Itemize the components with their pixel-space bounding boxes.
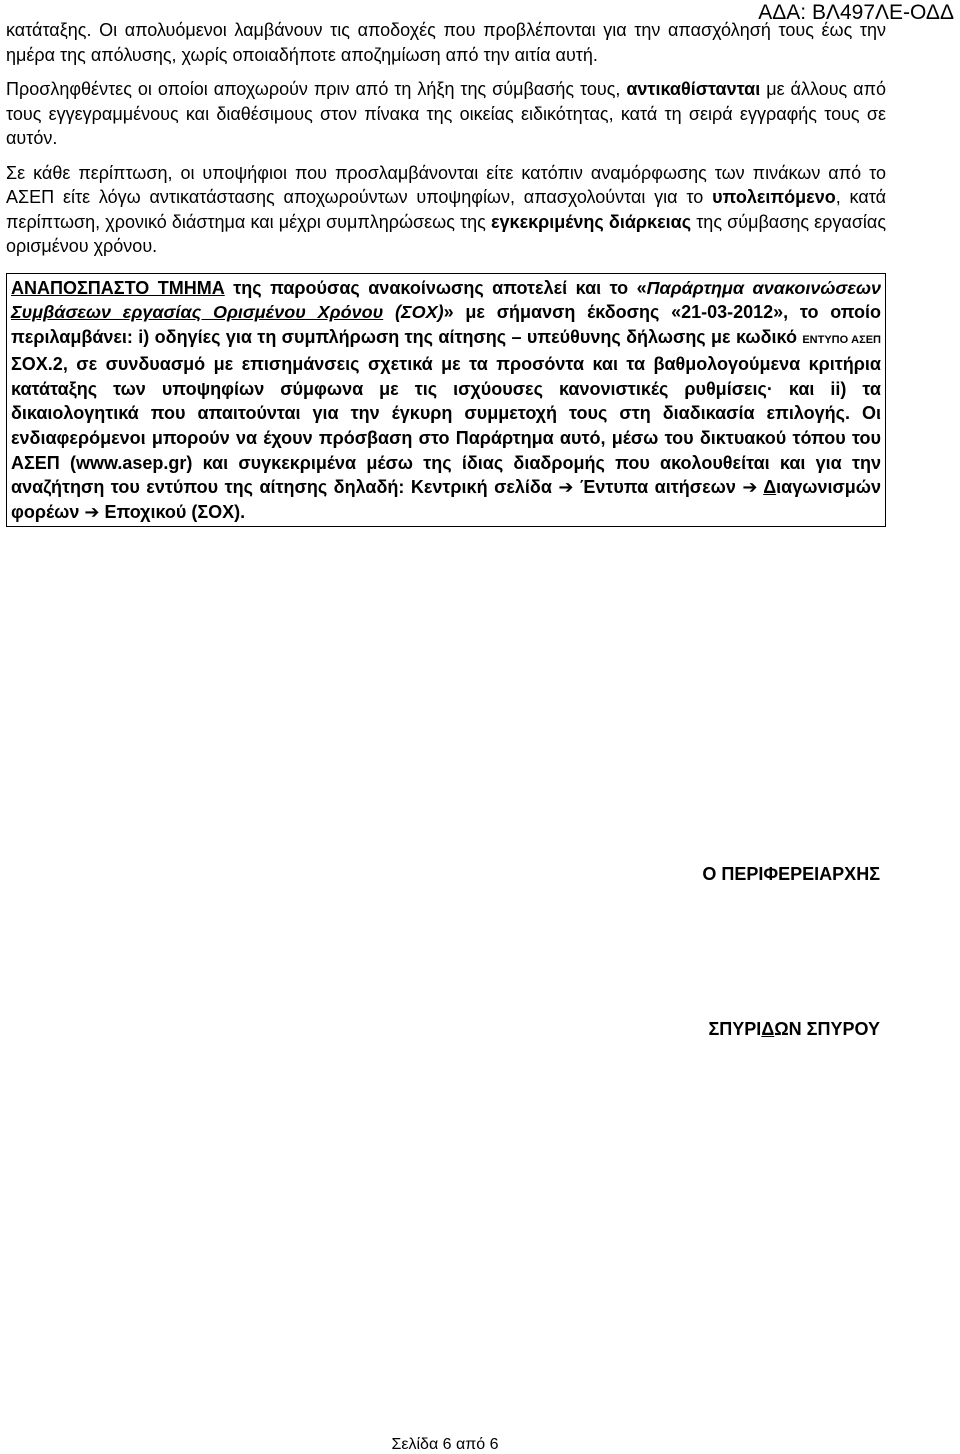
text-run: ΣΟΧ.2, σε συνδυασμό με επισημάνσεις σχετικά με τα προσόντα και τα βαθμολογούμενα κριτήρια κατάταξης των υποψηφίων σύμφωνα με τις ισχύουσες κανονιστικές ρυθμίσεις· και ii) τα δικαιολογητικά που απαιτούνται για την έγκυρη συμμετοχή τους στη διαδικασία επιλογής. Οι ενδιαφερόμενοι μπορούν να έχουν πρόσβαση στο Παράρτημα αυτό, μέσω του δικτυακού τόπου του ΑΣΕΠ (www.asep.gr) και συγκεκριμένα μέσω της ίδιας διαδρομής που ακολουθείται και για την αναζήτηση του εντύπου της αίτησης δηλαδή: Κεντρική σελίδα [11, 354, 881, 498]
text-run: Έντυπα αιτήσεων [573, 477, 743, 498]
arrow-right-icon: ➔ [558, 477, 574, 498]
annex-lead: ΑΝΑΠΟΣΠΑΣΤΟ ΤΜΗΜΑ [11, 277, 225, 298]
underline-run: Δ [763, 477, 777, 498]
signature-title: Ο ΠΕΡΙΦΕΡΕΙΑΡΧΗΣ [702, 864, 880, 884]
form-code: ΕΝΤΥΠΟ ΑΣΕΠ [802, 333, 882, 346]
bold-run: υπολειπόμενο [712, 187, 836, 207]
italic-run: (ΣΟΧ) [383, 302, 444, 323]
arrow-right-icon: ➔ [84, 501, 100, 522]
annex-notice-text [11, 276, 881, 525]
annex-notice-box [6, 273, 886, 528]
name-part: ΣΠΥΡΙ [708, 1019, 762, 1039]
text-run: , κατά περίπτωση, χρονικό διάστημα και μέχρι συμπληρώσεως της [6, 187, 886, 232]
italic-run: Παράρτημα ανακοινώσεων [646, 277, 881, 298]
text-run: με σήμανση έκδοσης «21-03-2012», το οποίο περιλαμβάνει: i) οδηγίες για τη συμπλήρωση της αίτησης – υπεύθυνης δήλωσης με κωδικό [11, 302, 881, 347]
bold-run: εγκεκριμένης διάρκειας [490, 211, 692, 232]
text-run: Εποχικού (ΣΟΧ). [99, 501, 246, 522]
paragraph-dismissal: κατάταξης. Οι απολυόμενοι λαμβάνουν τις αποδοχές που προβλέπονται για την απασχόλησή τους έως την ημέρα της απόλυσης, χωρίς οποιαδήποτε αποζημίωση από την αιτία αυτή. [6, 20, 886, 65]
text-run: της παρούσας ανακοίνωσης αποτελεί και το [224, 277, 637, 298]
document-body [6, 18, 886, 527]
arrow-right-icon: ➔ [742, 477, 758, 498]
page-number: Σελίδα 6 από 6 [391, 1436, 499, 1453]
ada-code: ΑΔΑ: ΒΛ497ΛΕ-ΟΔΔ [758, 1, 954, 24]
paragraph-duration [6, 161, 886, 259]
paragraph-replacement [6, 77, 886, 151]
text-run: με άλλους από τους εγγεγραμμένους και διαθέσιμους στον πίνακα της οικείας ειδικότητας, κατά τη σειρά εγγραφής τους σε αυτόν. [6, 79, 887, 148]
text-run: Προσληφθέντες οι οποίοι αποχωρούν πριν από τη λήξη της σύμβασής τους, [6, 79, 627, 99]
italic-underline-run: Συμβάσεων εργασίας Ορισμένου Χρόνου [11, 302, 384, 323]
text-run: ιαγωνισμών φορέων [11, 477, 881, 522]
name-part: ΩΝ ΣΠΥΡΟΥ [774, 1019, 880, 1039]
bold-run: αντικαθίστανται [626, 79, 761, 99]
name-part-underlined: Δ [761, 1019, 775, 1039]
signature-name [708, 1019, 880, 1040]
quote-close: » [443, 302, 454, 323]
text-run: της σύμβασης εργασίας ορισμένου χρόνου. [6, 211, 887, 256]
quote-open: « [636, 277, 647, 298]
text-run: Σε κάθε περίπτωση, οι υποψήφιοι που προσλαμβάνονται είτε κατόπιν αναμόρφωσης των πινάκων από το ΑΣΕΠ είτε λόγω αντικατάστασης αποχωρούντων υποψηφίων, απασχολούνται για το [6, 162, 886, 207]
